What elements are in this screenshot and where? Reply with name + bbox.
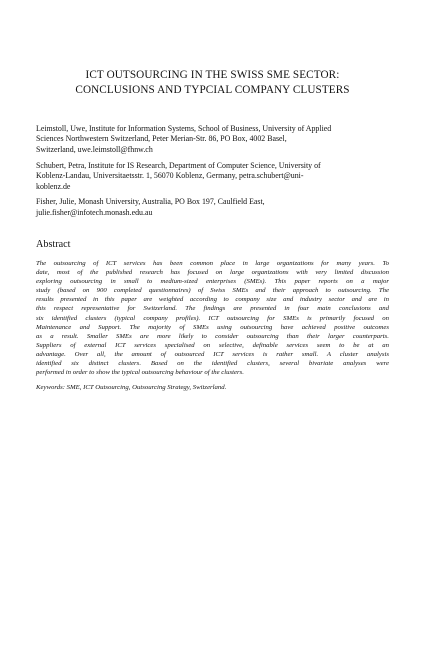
author-line: koblenz.de — [36, 181, 71, 191]
abstract-line: six identified clusters (typical company profiles). ICT outsourcing for SMEs is primarily focused on — [36, 314, 389, 322]
author-line: Leimstoll, Uwe, Institute for Information Systems, School of Business, University of Applied — [36, 124, 332, 133]
title-line: CONCLUSIONS AND TYPCIAL COMPANY CLUSTERS — [75, 84, 350, 96]
abstract-line: Suppliers of external ICT services specialised on selective, definable services seem to be at an — [36, 341, 389, 349]
abstract-line: study (based on 900 completed questionnaires) of Swiss SMEs and their approach to outsourcing. The — [36, 287, 389, 295]
author-line: Fisher, Julie, Monash University, Australia, PO Box 197, Caulfield East, — [36, 197, 265, 207]
abstract-line: date, most of the published research has focused on large organizations with very limited discussion — [36, 269, 389, 277]
author-list — [36, 124, 389, 218]
author-entry — [36, 161, 389, 192]
abstract-line: Maintenance and Support. The majority of SMEs using outsourcing have achieved positive outcomes — [36, 323, 389, 331]
author-entry — [36, 124, 389, 155]
author-line: Switzerland, uwe.leimstoll@fhnw.ch — [36, 144, 153, 154]
abstract-line: identified six distinct clusters. Based on the identified clusters, several bivariate analyses were — [36, 359, 389, 367]
author-line: Koblenz-Landau, Universitaetsstr. 1, 56070 Koblenz, Germany, petra.schubert@uni- — [36, 171, 304, 181]
abstract-line: results presented in this paper are weighted according to company size and industry sector and are in — [36, 296, 389, 304]
keywords: Keywords: SME, ICT Outsourcing, Outsourcing Strategy, Switzerland. — [36, 383, 227, 391]
paper-page — [0, 68, 424, 668]
author-line: julie.fisher@infotech.monash.edu.au — [36, 207, 153, 217]
abstract-line: The outsourcing of ICT services has been common place in large organizations for many years. To — [36, 260, 389, 268]
abstract-heading: Abstract — [36, 239, 71, 251]
abstract-body — [36, 259, 389, 377]
abstract-line: as a result. Smaller SMEs are more likely to consider outsourcing than their larger counterparts. — [36, 332, 389, 340]
author-entry — [36, 197, 389, 218]
abstract-line: performed in order to show the typical outsourcing behaviour of the clusters. — [36, 368, 244, 376]
abstract-line: advantage. Over all, the amount of outsourced ICT services is rather small. A cluster analysis — [36, 350, 389, 358]
paper-title — [36, 68, 389, 98]
author-line: Sciences Northwestern Switzerland, Peter Merian-Str. 86, PO Box, 4002 Basel, — [36, 134, 287, 144]
title-line: ICT OUTSOURCING IN THE SWISS SME SECTOR: — [85, 69, 340, 81]
abstract-line: this respect representative for Switzerland. The findings are presented in four main conclusions and — [36, 305, 389, 313]
abstract-line: exploring outsourcing in small to medium-sized enterprises (SMEs). This paper reports on a major — [36, 278, 389, 286]
author-line: Schubert, Petra, Institute for IS Research, Department of Computer Science, University of — [36, 160, 321, 170]
